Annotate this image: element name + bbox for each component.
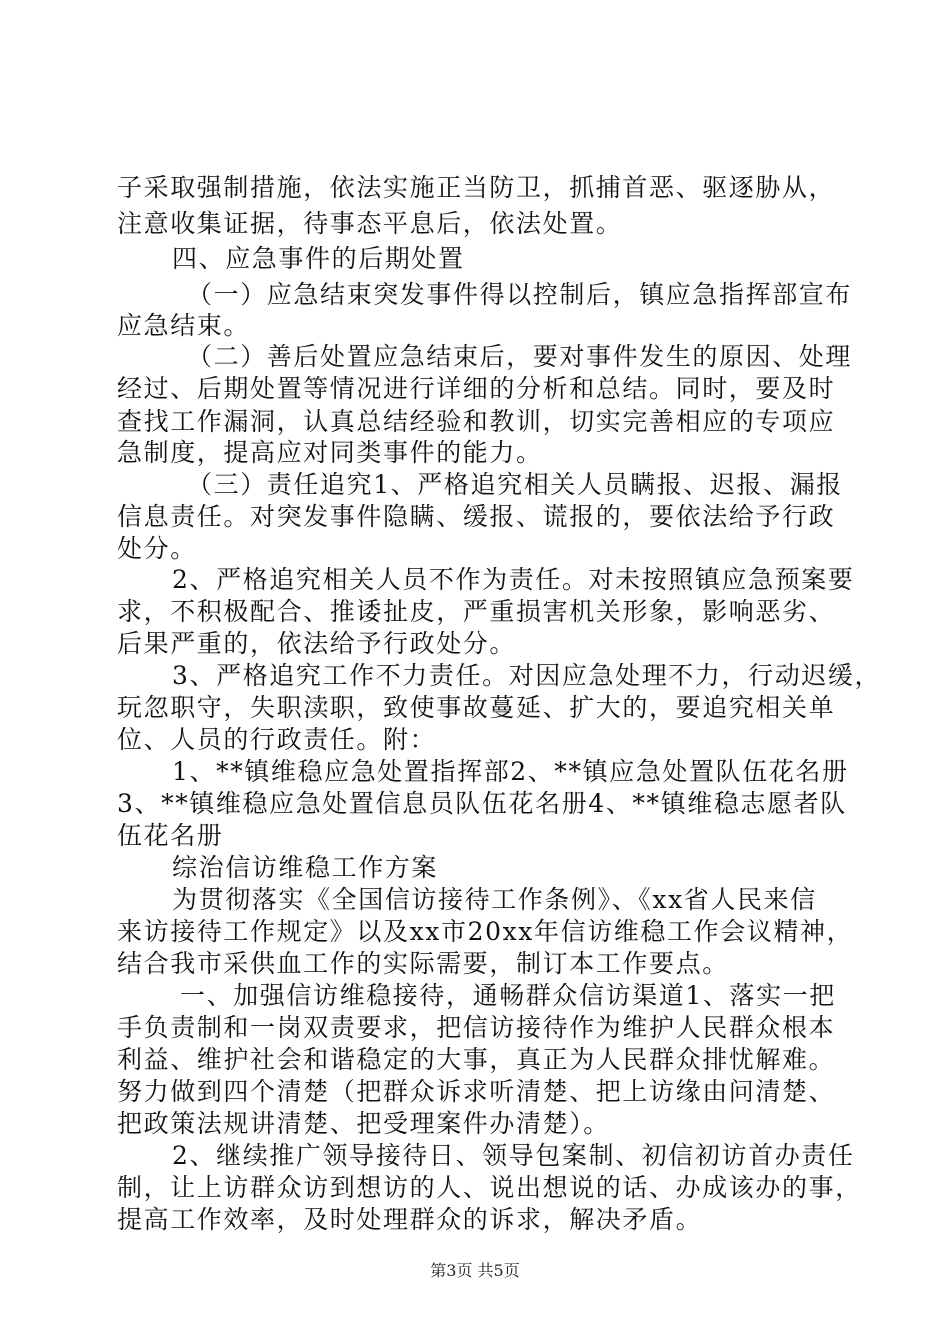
text-line: 利益、维护社会和谐稳定的大事，真正为人民群众排忧解难。 xyxy=(117,1045,836,1074)
page-number-footer: 第3页 共5页 xyxy=(430,1261,520,1280)
text-line: （二）善后处置应急结束后，要对事件发生的原因、处理 xyxy=(187,342,853,371)
text-line: 查找工作漏洞，认真总结经验和教训，切实完善相应的专项应 xyxy=(117,407,836,436)
text-line: 经过、后期处置等情况进行详细的分析和总结。同时，要及时 xyxy=(117,374,836,403)
text-line: 2、继续推广领导接待日、领导包案制、初信初访首办责任 xyxy=(172,1141,855,1170)
text-line: 手负责制和一岗双责要求，把信访接待作为维护人民群众根本 xyxy=(117,1013,836,1042)
text-line: 把政策法规讲清楚、把受理案件办清楚）。 xyxy=(117,1109,610,1138)
text-line: 求，不积极配合、推诿扯皮，严重损害机关形象，影响恶劣、 xyxy=(117,597,836,626)
text-line: 制，让上访群众访到想访的人、说出想说的话、办成该办的事， xyxy=(117,1173,862,1202)
text-line: 3、**镇维稳应急处置信息员队伍花名册4、**镇维稳志愿者队 xyxy=(117,789,847,818)
text-line: 一、加强信访维稳接待，通畅群众信访渠道1、落实一把 xyxy=(180,981,836,1010)
text-line: 来访接待工作规定》以及xx市20xx年信访维稳工作会议精神， xyxy=(117,917,854,946)
text-line: 努力做到四个清楚（把群众诉求听清楚、把上访缘由问清楚、 xyxy=(117,1077,836,1106)
text-line: 信息责任。对突发事件隐瞒、缓报、谎报的，要依法给予行政 xyxy=(117,502,836,531)
text-line: （一）应急结束突发事件得以控制后，镇应急指挥部宣布 xyxy=(187,280,853,309)
text-line: 结合我市采供血工作的实际需要，制订本工作要点。 xyxy=(117,949,729,978)
text-line: 子采取强制措施，依法实施正当防卫，抓捕首恶、驱逐胁从， xyxy=(117,173,836,202)
text-line: 伍花名册 xyxy=(117,821,224,850)
text-line: 处分。 xyxy=(117,534,197,563)
text-line: 提高工作效率，及时处理群众的诉求，解决矛盾。 xyxy=(117,1205,703,1234)
text-line: 2、严格追究相关人员不作为责任。对未按照镇应急预案要 xyxy=(172,565,855,594)
text-line: 注意收集证据，待事态平息后，依法处置。 xyxy=(117,209,623,238)
text-line: 为贯彻落实《全国信访接待工作条例》、《xx省人民来信 xyxy=(172,885,817,914)
text-line: 玩忽职守，失职渎职，致使事故蔓延、扩大的，要追究相关单 xyxy=(117,693,836,722)
text-line: 3、严格追究工作不力责任。对因应急处理不力，行动迟缓， xyxy=(172,661,882,690)
text-line: 后果严重的，依法给予行政处分。 xyxy=(117,629,517,658)
text-line: 急制度，提高应对同类事件的能力。 xyxy=(117,438,543,467)
section-heading: 四、应急事件的后期处置 xyxy=(172,244,465,273)
text-line: （三）责任追究1、严格追究相关人员瞒报、迟报、漏报 xyxy=(187,470,843,499)
text-line: 应急结束。 xyxy=(117,311,251,340)
text-line: 1、**镇维稳应急处置指挥部2、**镇应急处置队伍花名册 xyxy=(172,757,849,786)
section-heading: 综治信访维稳工作方案 xyxy=(172,853,439,882)
text-line: 位、人员的行政责任。附： xyxy=(117,725,437,754)
